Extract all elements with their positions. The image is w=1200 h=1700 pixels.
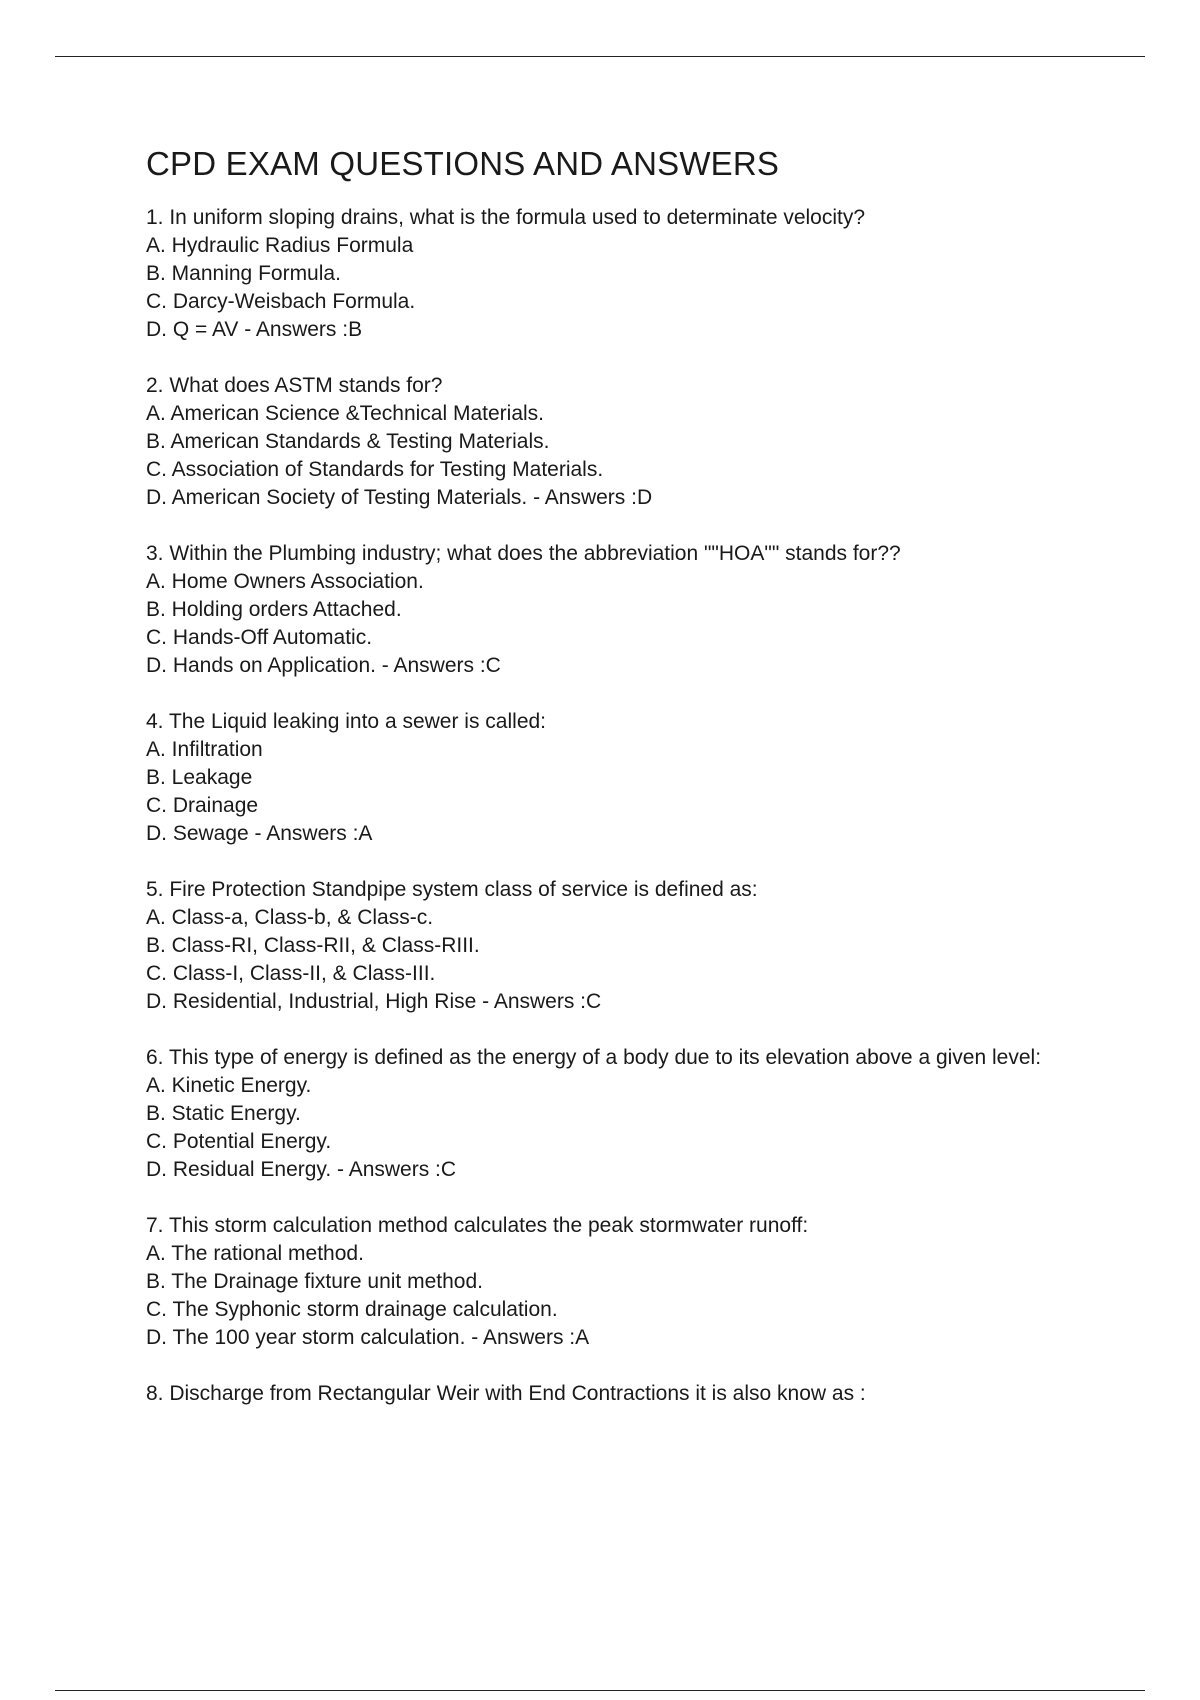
- option-d-answer: D. The 100 year storm calculation. - Answers :A: [146, 1326, 590, 1349]
- question-stem: 5. Fire Protection Standpipe system class of service is defined as:: [146, 878, 758, 901]
- question-stem: 7. This storm calculation method calculates the peak stormwater runoff:: [146, 1214, 809, 1237]
- option-a: A. The rational method.: [146, 1242, 364, 1265]
- question-8: [146, 1380, 1086, 1408]
- question-1: [146, 204, 1086, 344]
- question-stem: 2. What does ASTM stands for?: [146, 374, 443, 397]
- option-d-answer: D. Residential, Industrial, High Rise - Answers :C: [146, 990, 602, 1013]
- option-b: B. Class-RI, Class-RII, & Class-RIII.: [146, 934, 480, 957]
- option-c: C. Class-I, Class-II, & Class-III.: [146, 962, 436, 985]
- option-c: C. Association of Standards for Testing Materials.: [146, 458, 604, 481]
- option-d-answer: D. Sewage - Answers :A: [146, 822, 373, 845]
- option-d-answer: D. Q = AV - Answers :B: [146, 318, 363, 341]
- question-stem: 6. This type of energy is defined as the energy of a body due to its elevation above a given level:: [146, 1046, 1042, 1069]
- question-4: [146, 708, 1086, 848]
- page-title: CPD EXAM QUESTIONS AND ANSWERS: [146, 145, 780, 182]
- option-a: A. Hydraulic Radius Formula: [146, 234, 414, 257]
- option-b: B. American Standards & Testing Materials.: [146, 430, 550, 453]
- option-d-answer: D. Residual Energy. - Answers :C: [146, 1158, 457, 1181]
- document-body: [146, 144, 1086, 1436]
- question-stem: 8. Discharge from Rectangular Weir with End Contractions it is also know as :: [146, 1382, 866, 1405]
- option-c: C. Hands-Off Automatic.: [146, 626, 373, 649]
- question-6: [146, 1044, 1086, 1184]
- option-a: A. Kinetic Energy.: [146, 1074, 312, 1097]
- option-d-answer: D. American Society of Testing Materials. - Answers :D: [146, 486, 653, 509]
- option-c: C. Darcy-Weisbach Formula.: [146, 290, 416, 313]
- question-stem: 3. Within the Plumbing industry; what does the abbreviation ""HOA"" stands for??: [146, 542, 901, 565]
- header-rule: [55, 56, 1145, 57]
- option-a: A. Infiltration: [146, 738, 263, 761]
- question-stem: 4. The Liquid leaking into a sewer is called:: [146, 710, 547, 733]
- question-2: [146, 372, 1086, 512]
- option-a: A. Home Owners Association.: [146, 570, 424, 593]
- option-b: B. Holding orders Attached.: [146, 598, 402, 621]
- option-d-answer: D. Hands on Application. - Answers :C: [146, 654, 501, 677]
- footer-rule: [55, 1690, 1145, 1691]
- option-a: A. American Science &Technical Materials.: [146, 402, 545, 425]
- option-c: C. The Syphonic storm drainage calculation.: [146, 1298, 558, 1321]
- question-stem: 1. In uniform sloping drains, what is the formula used to determinate velocity?: [146, 206, 866, 229]
- option-b: B. The Drainage fixture unit method.: [146, 1270, 483, 1293]
- option-c: C. Potential Energy.: [146, 1130, 332, 1153]
- option-b: B. Leakage: [146, 766, 253, 789]
- option-a: A. Class-a, Class-b, & Class-c.: [146, 906, 434, 929]
- question-3: [146, 540, 1086, 680]
- question-5: [146, 876, 1086, 1016]
- option-b: B. Manning Formula.: [146, 262, 341, 285]
- option-b: B. Static Energy.: [146, 1102, 301, 1125]
- option-c: C. Drainage: [146, 794, 259, 817]
- question-7: [146, 1212, 1086, 1352]
